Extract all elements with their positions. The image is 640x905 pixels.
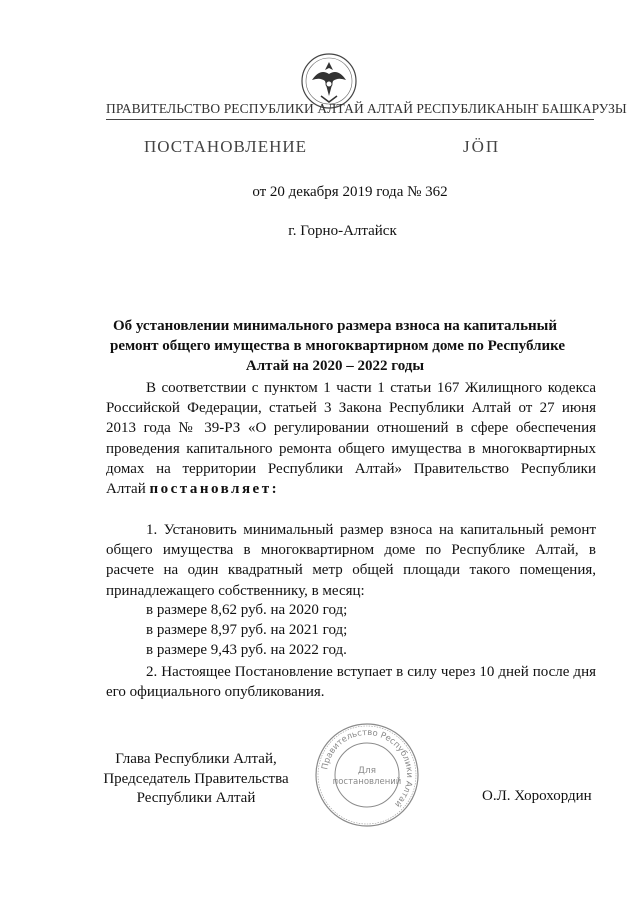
- clause-line: расчете на один квадратный метр общей площади такого помещения,: [106, 562, 596, 579]
- clause-line: общего имущества в многоквартирном доме по Республике Алтай, в: [106, 542, 596, 559]
- clause-line: принадлежащего собственнику, в месяц:: [106, 582, 365, 599]
- title-line: Алтай на 2020 – 2022 годы: [245, 358, 425, 374]
- stamp-center-line: постановлений: [332, 777, 402, 787]
- rate-2021: в размере 8,97 руб. на 2021 год;: [146, 622, 348, 638]
- official-stamp: [312, 720, 422, 830]
- position-line: Республики Алтай: [136, 790, 256, 806]
- clause-line: его официального опубликования.: [106, 684, 325, 701]
- header-divider: [106, 119, 594, 120]
- clause-line: 1. Установить минимальный размер взноса на капитальный ремонт: [146, 522, 596, 538]
- doc-type-altai: ЈӦП: [463, 137, 501, 156]
- preamble-line: Российской Федерации, статьей 3 Закона Республики Алтай от 27 июня: [106, 400, 596, 417]
- document-title: [110, 316, 566, 376]
- title-line: ремонт общего имущества в многоквартирном доме по Республике: [110, 338, 566, 354]
- document-date-number: от 20 декабря 2019 года № 362: [252, 184, 448, 200]
- signatory-name: О.Л. Хорохордин: [482, 788, 592, 804]
- preamble-line: проведения капитального ремонта общего имущества в многоквартирных: [106, 440, 596, 457]
- preamble-last-prefix: Алтай: [106, 480, 150, 497]
- preamble-line: В соответствии с пунктом 1 части 1 статьи 167 Жилищного кодекса: [146, 380, 596, 396]
- title-line: Об установлении минимального размера взноса на капитальный: [112, 318, 558, 334]
- government-name-russian: ПРАВИТЕЛЬСТВО РЕСПУБЛИКИ АЛТАЙ: [106, 101, 364, 116]
- rate-2020: в размере 8,62 руб. на 2020 год;: [146, 602, 348, 618]
- stamp-center-line: Для: [357, 766, 377, 776]
- clause-line: 2. Настоящее Постановление вступает в силу через 10 дней после дня: [146, 664, 596, 680]
- signatory-position: [86, 750, 306, 809]
- decree-word: постановляет:: [149, 480, 280, 497]
- preamble-last-line: [106, 479, 596, 499]
- clause-1: [106, 520, 596, 601]
- stamp-ring-text: Правительство Республики Алтай: [320, 727, 415, 809]
- position-line: Глава Республики Алтай,: [115, 751, 277, 767]
- clause-2: [106, 662, 596, 702]
- document-city: г. Горно-Алтайск: [288, 223, 397, 239]
- preamble-paragraph: [106, 378, 596, 499]
- position-line: Председатель Правительства: [103, 770, 289, 787]
- government-name-altai: АЛТАЙ РЕСПУБЛИКАНЫҤ БАШКАРУЗЫ: [367, 101, 627, 116]
- preamble-line: 2013 года № 39-РЗ «О регулировании отношений в сфере обеспечения: [106, 420, 596, 437]
- preamble-line: домах на территории Республики Алтай» Правительство Республики: [106, 460, 596, 477]
- doc-type-russian: ПОСТАНОВЛЕНИЕ: [144, 137, 308, 156]
- rate-2022: в размере 9,43 руб. на 2022 год.: [146, 642, 347, 658]
